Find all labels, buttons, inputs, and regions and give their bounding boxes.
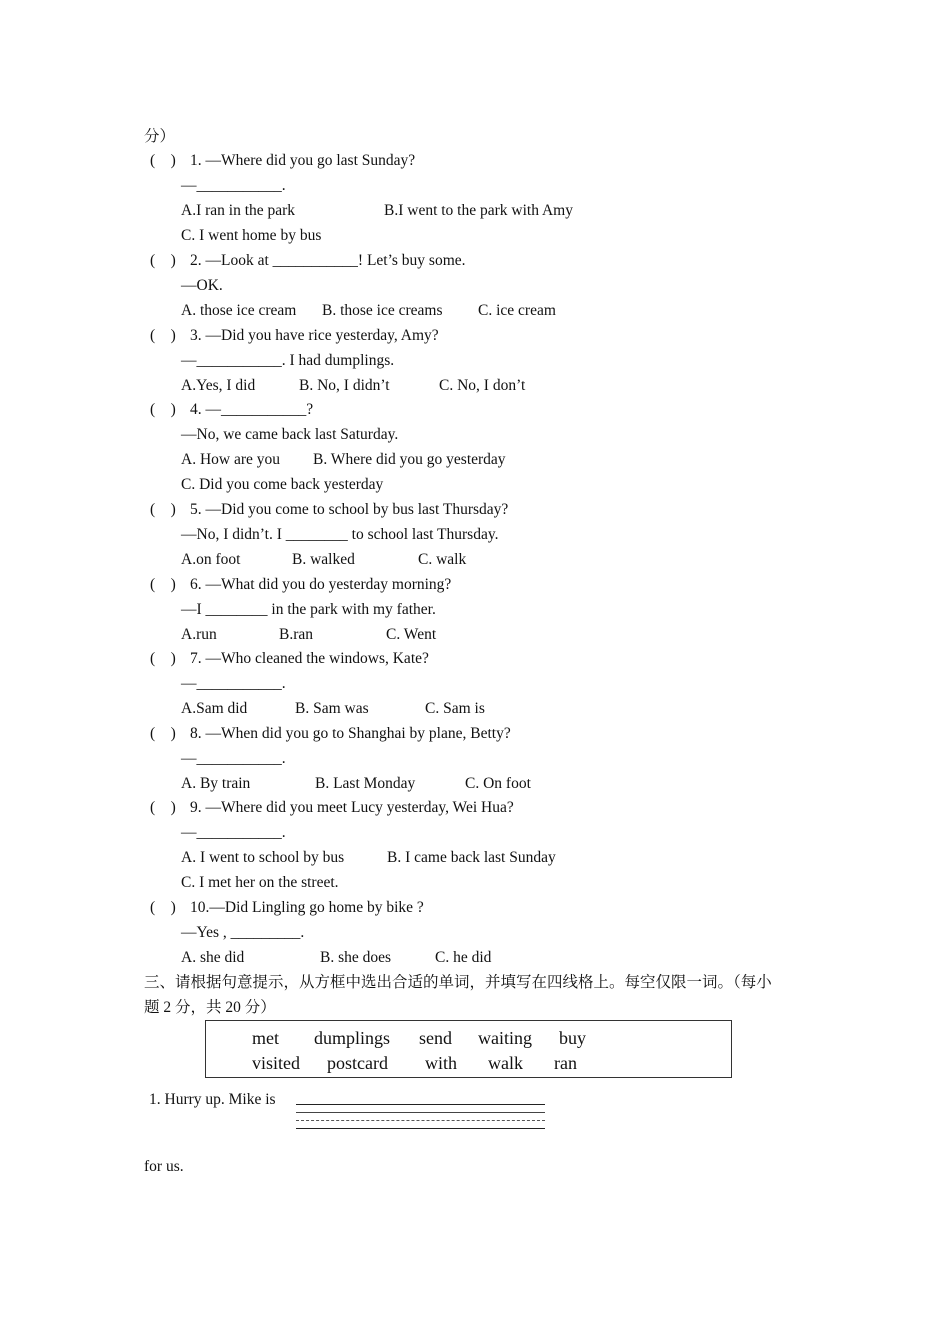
grid-line — [296, 1104, 545, 1105]
answer-option: B.ran — [279, 626, 314, 643]
word-bank-word: met — [252, 1028, 279, 1048]
answer-option: C. ice cream — [478, 302, 556, 319]
word-bank-word: walk — [488, 1053, 523, 1073]
word-bank-word: visited — [252, 1053, 300, 1073]
answer-option: B. No, I didn’t — [299, 377, 390, 394]
word-bank-word: with — [425, 1053, 458, 1073]
question-stem: 4. —___________? — [190, 401, 314, 418]
answer-option: C. I met her on the street. — [181, 874, 339, 891]
answer-parenthesis[interactable]: ( ) — [150, 650, 176, 667]
answer-option: C. I went home by bus — [181, 227, 322, 244]
answer-option: B. walked — [292, 551, 355, 568]
item1-suffix: for us. — [144, 1158, 184, 1175]
question-reply: —Yes , _________. — [181, 924, 305, 941]
answer-option: A. those ice cream — [181, 302, 297, 319]
grid-line — [296, 1112, 545, 1113]
question-stem: 2. —Look at ___________! Let’s buy some. — [190, 252, 466, 269]
question-stem: 5. —Did you come to school by bus last Thursday? — [190, 501, 509, 518]
answer-parenthesis[interactable]: ( ) — [150, 576, 176, 593]
question-reply: —___________. — [181, 177, 286, 194]
question-reply: —___________. I had dumplings. — [181, 352, 395, 369]
grid-line — [296, 1120, 545, 1121]
answer-option: C. On foot — [465, 775, 531, 792]
question-reply: —___________. — [181, 675, 286, 692]
answer-option: B. Sam was — [295, 700, 369, 717]
question-stem: 8. —When did you go to Shanghai by plane, Betty? — [190, 725, 511, 742]
section3-instruction-line2: 题 2 分，共 20 分） — [144, 999, 276, 1016]
question-reply: —___________. — [181, 824, 286, 841]
word-bank-word: postcard — [327, 1053, 388, 1073]
answer-parenthesis[interactable]: ( ) — [150, 327, 176, 344]
question-stem: 6. —What did you do yesterday morning? — [190, 576, 452, 593]
question-reply: —No, we came back last Saturday. — [181, 426, 399, 443]
answer-option: A. she did — [181, 949, 245, 966]
answer-option: B. I came back last Sunday — [387, 849, 556, 866]
answer-parenthesis[interactable]: ( ) — [150, 899, 176, 916]
question-reply: —___________. — [181, 750, 286, 767]
word-bank-word: waiting — [478, 1028, 532, 1048]
answer-option: A.Sam did — [181, 700, 248, 717]
answer-option: C. he did — [435, 949, 492, 966]
answer-option: A. I went to school by bus — [181, 849, 345, 866]
question-stem: 1. —Where did you go last Sunday? — [190, 152, 416, 169]
word-bank-word: send — [419, 1028, 452, 1048]
answer-option: A. How are you — [181, 451, 281, 468]
answer-option: C. Went — [386, 626, 437, 643]
question-stem: 9. —Where did you meet Lucy yesterday, Wei Hua? — [190, 799, 514, 816]
question-reply: —I ________ in the park with my father. — [181, 601, 436, 618]
answer-option: C. Sam is — [425, 700, 485, 717]
answer-parenthesis[interactable]: ( ) — [150, 799, 176, 816]
answer-option: B. she does — [320, 949, 392, 966]
item1-prefix: 1. Hurry up. Mike is — [149, 1091, 276, 1108]
answer-option: B. Last Monday — [315, 775, 416, 792]
answer-parenthesis[interactable]: ( ) — [150, 501, 176, 518]
header-fragment: 分） — [144, 128, 176, 145]
answer-option: A.I ran in the park — [181, 202, 296, 219]
question-stem: 3. —Did you have rice yesterday, Amy? — [190, 327, 439, 344]
question-reply: —OK. — [181, 277, 223, 294]
answer-option: C. Did you come back yesterday — [181, 476, 384, 493]
question-stem: 10.—Did Lingling go home by bike ? — [190, 899, 424, 916]
section3-instruction-line1: 三、请根据句意提示，从方框中选出合适的单词，并填写在四线格上。每空仅限一词。（每小 — [144, 974, 772, 991]
answer-parenthesis[interactable]: ( ) — [150, 401, 176, 418]
word-bank-word: buy — [559, 1028, 586, 1048]
answer-option: B. those ice creams — [322, 302, 443, 319]
question-reply: —No, I didn’t. I ________ to school last Thursday. — [181, 526, 499, 543]
answer-option: A.on foot — [181, 551, 241, 568]
answer-option: A.run — [181, 626, 217, 643]
answer-option: B.I went to the park with Amy — [384, 202, 573, 219]
answer-option: B. Where did you go yesterday — [313, 451, 506, 468]
answer-option: A.Yes, I did — [181, 377, 256, 394]
grid-line — [296, 1128, 545, 1129]
question-stem: 7. —Who cleaned the windows, Kate? — [190, 650, 429, 667]
word-bank-word: dumplings — [314, 1028, 391, 1048]
word-bank-word: ran — [554, 1053, 577, 1073]
answer-option: C. No, I don’t — [439, 377, 526, 394]
answer-parenthesis[interactable]: ( ) — [150, 725, 176, 742]
answer-parenthesis[interactable]: ( ) — [150, 152, 176, 169]
word-bank-box — [205, 1020, 732, 1078]
answer-option: C. walk — [418, 551, 467, 568]
answer-parenthesis[interactable]: ( ) — [150, 252, 176, 269]
answer-option: A. By train — [181, 775, 251, 792]
